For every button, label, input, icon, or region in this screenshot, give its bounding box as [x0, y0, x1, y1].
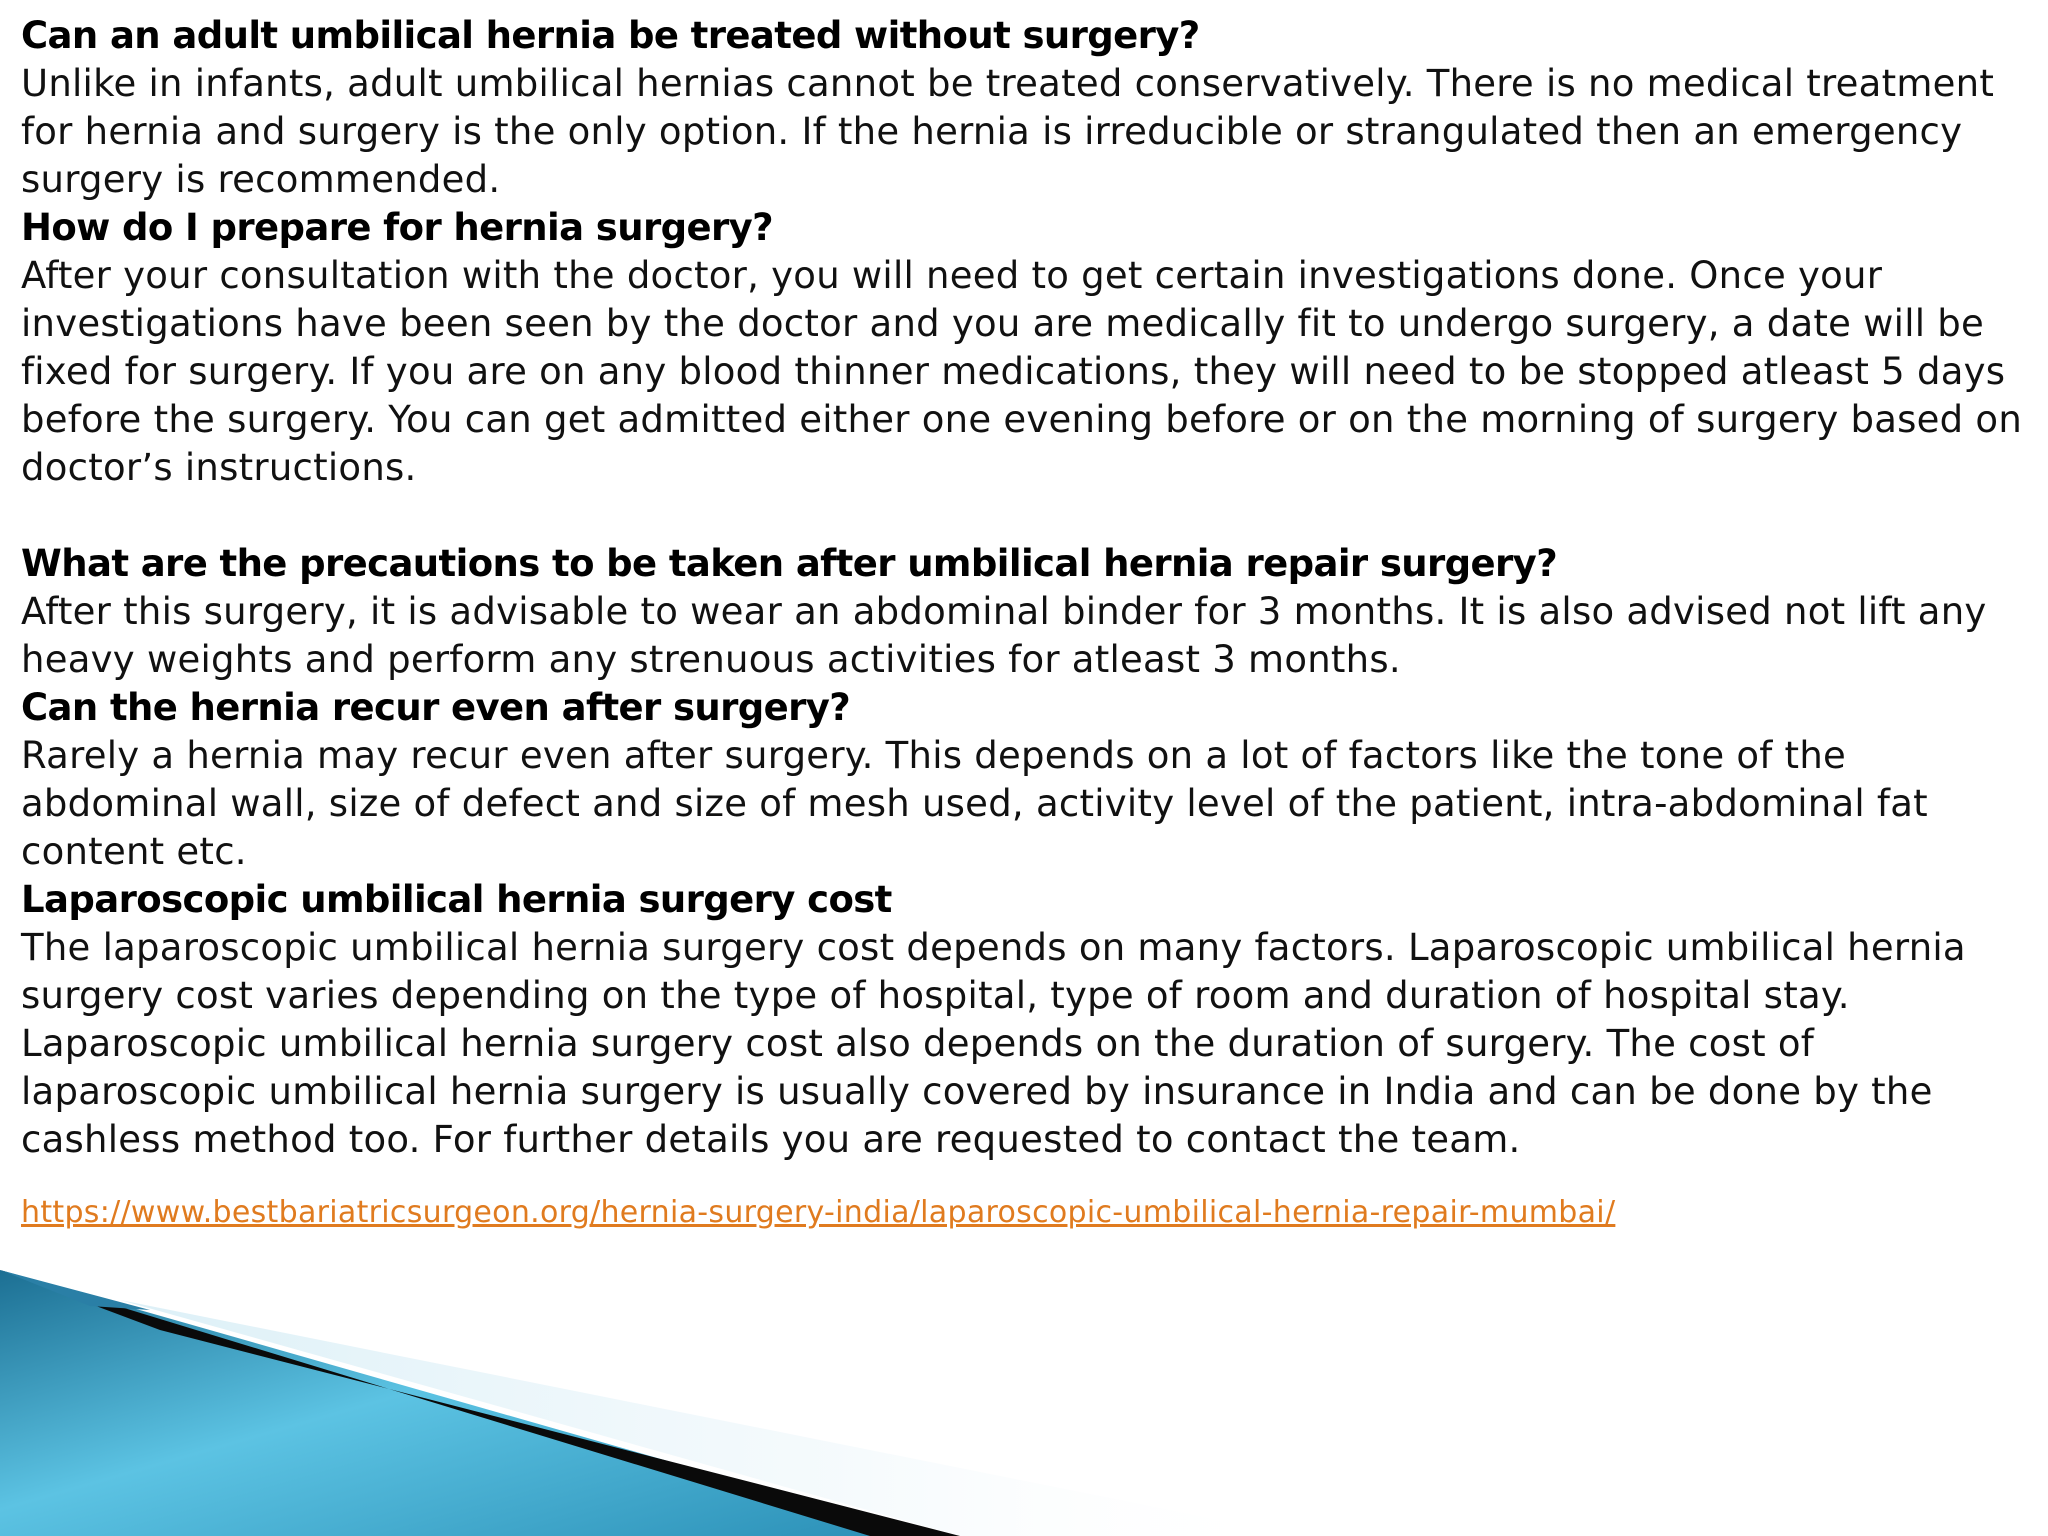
section-heading-no-surgery: Can an adult umbilical hernia be treated without surgery? — [21, 14, 1200, 57]
decorative-swoosh-graphic — [0, 1270, 2048, 1536]
section-body-precautions: After this surgery, it is advisable to wear an abdominal binder for 3 months. It is also advised not lift any heavy weights and perform any strenuous activities for atleast 3 months. — [21, 590, 1987, 681]
link-container — [21, 1186, 2036, 1237]
paragraph-spacer — [21, 492, 2036, 540]
source-url-link[interactable]: https://www.bestbariatricsurgeon.org/hernia-surgery-india/laparoscopic-umbilical-hernia-repair-mumbai/ — [21, 1195, 1616, 1230]
section-body-cost: The laparoscopic umbilical hernia surgery cost depends on many factors. Laparoscopic umbilical hernia surgery cost varies depending on the type of hospital, type of room and duration of hospital stay. Laparoscopic umbilical hernia surgery cost also depends on the duration of surgery. The cost of laparoscopic umbilical hernia surgery is usually covered by insurance in India and can be done by the cashless method too. For further details you are requested to contact the team. — [21, 926, 1966, 1161]
section-heading-prepare: How do I prepare for hernia surgery? — [21, 206, 774, 249]
section-heading-precautions: What are the precautions to be taken after umbilical hernia repair surgery? — [21, 542, 1558, 585]
section-heading-recurrence: Can the hernia recur even after surgery? — [21, 686, 851, 729]
section-heading-cost: Laparoscopic umbilical hernia surgery cost — [21, 878, 892, 921]
section-body-prepare: After your consultation with the doctor, you will need to get certain investigations done. Once your investigations have been seen by the doctor and you are medically fit to undergo surgery, a date will be fixed for surgery. If you are on any blood thinner medications, they will need to be stopped atleast 5 days before the surgery. You can get admitted either one evening before or on the morning of surgery based on doctor’s instructions. — [21, 254, 2023, 489]
slide-content — [21, 12, 2036, 1237]
section-body-recurrence: Rarely a hernia may recur even after surgery. This depends on a lot of factors like the tone of the abdominal wall, size of defect and size of mesh used, activity level of the patient, intra-abdominal fat content etc. — [21, 734, 1928, 873]
section-body-no-surgery: Unlike in infants, adult umbilical hernias cannot be treated conservatively. There is no medical treatment for hernia and surgery is the only option. If the hernia is irreducible or strangulated then an emergency surgery is recommended. — [21, 62, 1995, 201]
